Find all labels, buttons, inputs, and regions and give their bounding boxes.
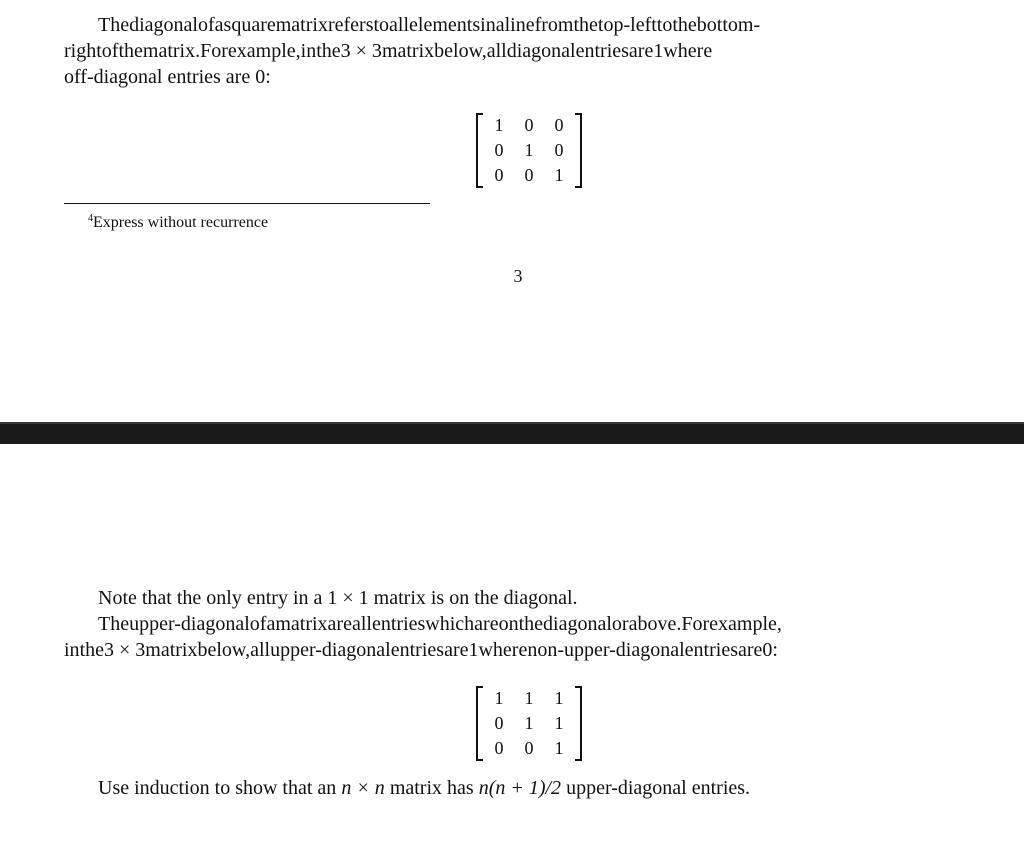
matrix-cell: 1 <box>524 713 534 733</box>
word: matrix <box>381 40 435 62</box>
word: non-upper-diagonal <box>527 639 685 661</box>
note-line: Note that the only entry in a 1 × 1 matrix is on the diagonal. <box>98 587 578 609</box>
word: upper-diagonal <box>270 639 391 661</box>
word: example, <box>227 40 301 62</box>
word: entries <box>390 639 445 661</box>
word: are <box>327 613 352 635</box>
matrix-cell: 0 <box>554 140 564 160</box>
word: a <box>214 14 224 36</box>
word: For <box>681 613 710 635</box>
induction-matrix-size: n × n <box>341 777 385 799</box>
matrix-cell: 1 <box>494 115 504 135</box>
paragraph-line-2 <box>64 38 976 64</box>
upper-diagonal-line-1 <box>64 611 976 637</box>
matrix-cell: 1 <box>554 713 564 733</box>
word: where <box>663 40 713 62</box>
word: 3 × 3 <box>104 639 146 661</box>
word: from <box>534 14 574 36</box>
word: of <box>101 40 119 62</box>
word: a <box>495 14 505 36</box>
matrix-right-bracket <box>575 686 582 761</box>
word: are <box>474 613 499 635</box>
induction-prompt <box>64 775 976 801</box>
matrix-cell: 0 <box>524 165 534 185</box>
word: example, <box>709 613 782 635</box>
matrix-cell: 1 <box>554 738 564 758</box>
word: are <box>444 639 469 661</box>
word: on <box>498 613 519 635</box>
upper-diagonal-line-2 <box>64 637 976 663</box>
matrix-cell: 0 <box>494 165 504 185</box>
matrix-grid <box>483 113 575 188</box>
word: diagonal <box>543 613 612 635</box>
word: all <box>486 40 507 62</box>
word: refers <box>327 14 374 36</box>
induction-mid: matrix has <box>384 777 479 799</box>
word: entries <box>684 639 738 661</box>
word: matrix <box>275 14 328 36</box>
word: 1 <box>468 639 479 661</box>
page-number: 3 <box>513 266 523 286</box>
word: a <box>266 613 276 635</box>
matrix-cell: 0 <box>524 738 534 758</box>
matrix-cell: 0 <box>494 738 504 758</box>
word: bottom- <box>696 14 761 36</box>
page-divider <box>0 422 1024 444</box>
word: entries <box>371 613 426 635</box>
word: 0: <box>762 639 778 661</box>
upper-triangular-matrix <box>476 686 582 761</box>
induction-formula: n(n + 1)/2 <box>478 777 562 799</box>
upper-diagonal-paragraph <box>64 585 976 663</box>
matrix-left-bracket <box>476 113 483 188</box>
word: elements <box>409 14 481 36</box>
word: all <box>351 613 372 635</box>
footnote-text: Express without recurrence <box>93 214 269 231</box>
matrix-left-bracket <box>476 686 483 761</box>
word: to <box>373 14 390 36</box>
identity-matrix <box>476 113 582 188</box>
word: For <box>200 40 228 62</box>
matrix-cell: 1 <box>494 688 504 708</box>
word: below, <box>197 639 251 661</box>
word: in <box>64 639 80 661</box>
word: all <box>389 14 410 36</box>
word: 3 × 3 <box>340 40 382 62</box>
word: the <box>118 40 143 62</box>
word: matrix <box>145 639 198 661</box>
footnote <box>88 209 268 233</box>
word: all <box>250 639 271 661</box>
word: right <box>64 40 102 62</box>
induction-suffix: upper-diagonal entries. <box>561 777 751 799</box>
word: the <box>316 40 341 62</box>
word: The <box>98 14 130 36</box>
matrix-cell: 0 <box>494 140 504 160</box>
matrix-cell: 1 <box>524 688 534 708</box>
word: which <box>425 613 475 635</box>
word: entries <box>575 40 629 62</box>
word: square <box>223 14 276 36</box>
word: where <box>478 639 528 661</box>
word: above. <box>628 613 682 635</box>
word: top-left <box>597 14 657 36</box>
diagonal-definition-paragraph <box>64 12 976 90</box>
word: the <box>518 613 544 635</box>
paragraph-line-3: off-diagonal entries are 0: <box>64 66 271 88</box>
footnote-mark: 4 <box>88 213 93 224</box>
word: line <box>504 14 535 36</box>
paragraph-line-1 <box>64 12 976 38</box>
matrix-cell: 0 <box>494 713 504 733</box>
matrix-cell: 1 <box>554 165 564 185</box>
induction-prefix: Use induction to show that an <box>98 777 342 799</box>
word: of <box>249 613 267 635</box>
word: in <box>300 40 317 62</box>
word: The <box>98 613 130 635</box>
word: are <box>737 639 763 661</box>
word: 1 <box>653 40 664 62</box>
page-top <box>0 0 1024 422</box>
footnote-rule <box>64 203 430 204</box>
matrix-cell: 0 <box>524 115 534 135</box>
word: the <box>79 639 104 661</box>
word: diagonal <box>506 40 576 62</box>
matrix-cell: 0 <box>554 115 564 135</box>
word: are <box>628 40 654 62</box>
word: or <box>611 613 629 635</box>
matrix-cell: 1 <box>554 688 564 708</box>
matrix-cell: 1 <box>524 140 534 160</box>
word: to <box>656 14 673 36</box>
word: of <box>197 14 215 36</box>
page-bottom <box>0 444 1024 848</box>
word: in <box>480 14 496 36</box>
word: diagonal <box>129 14 198 36</box>
word: matrix. <box>142 40 201 62</box>
word: the <box>672 14 697 36</box>
word: the <box>573 14 598 36</box>
word: below, <box>434 40 487 62</box>
induction-line <box>64 775 976 801</box>
word: matrix <box>275 613 328 635</box>
matrix-grid <box>483 686 575 761</box>
matrix-right-bracket <box>575 113 582 188</box>
word: upper-diagonal <box>129 613 250 635</box>
